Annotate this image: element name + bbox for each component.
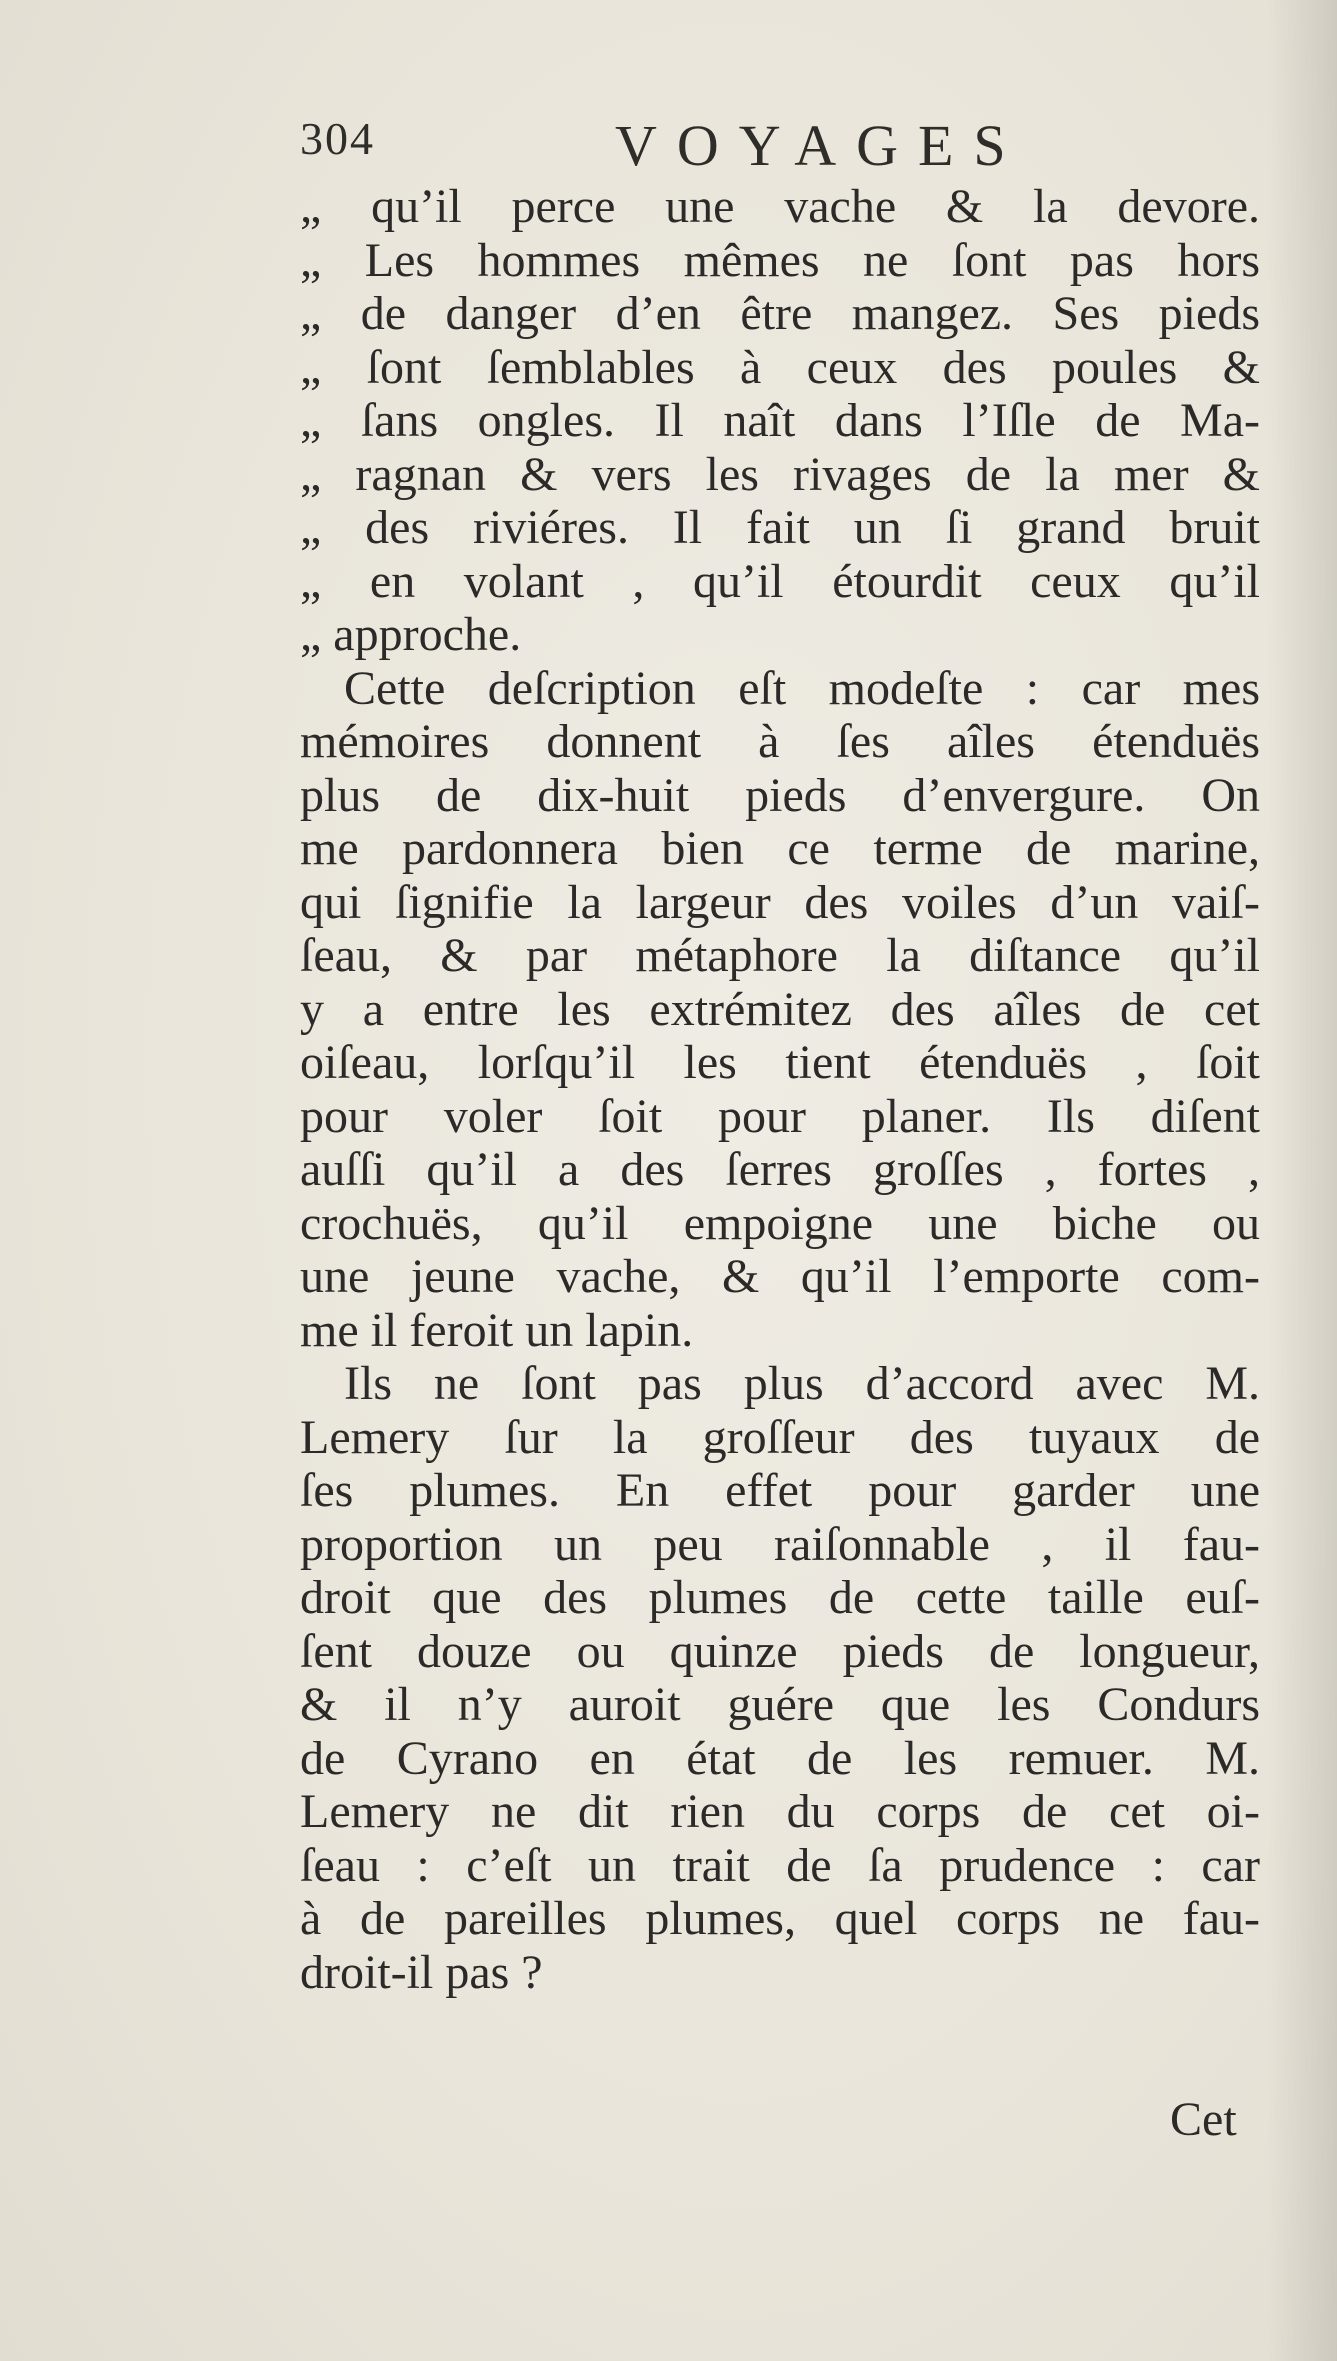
page-edge-shadow <box>1267 0 1337 2361</box>
text-line: pour voler ſoit pour planer. Ils diſent <box>300 1089 1260 1143</box>
text-line: crochuës, qu’il empoigne une biche ou <box>300 1196 1260 1250</box>
text-line: „ approche. <box>300 608 522 661</box>
paragraph-start-line: Cette deſcription eſt modeſte : car mes <box>344 661 1260 715</box>
text-line: plus de dix-huit pieds d’envergure. On <box>300 768 1260 822</box>
paragraph-start-line: Ils ne ſont pas plus d’accord avec M. <box>344 1357 1260 1410</box>
text-line: me pardonnera bien ce terme de marine, <box>300 822 1260 875</box>
text-line: proportion un peu raiſonnable , il fau- <box>300 1517 1260 1571</box>
text-line: oiſeau, lorſqu’il les tient étenduës , ſoit <box>300 1036 1260 1089</box>
text-line: qui ſignifie la largeur des voiles d’un vaiſ- <box>300 875 1260 929</box>
text-line: ſent douze ou quinze pieds de longueur, <box>300 1624 1260 1678</box>
text-line: „ en volant , qu’il étourdit ceux qu’il <box>300 554 1260 608</box>
body-text <box>300 180 1260 1999</box>
page-header <box>300 112 1260 178</box>
text-line: ſeau : c’eſt un trait de ſa prudence : car <box>300 1838 1260 1892</box>
catchword: Cet <box>1170 2093 1237 2146</box>
text-line: „ qu’il perce une vache & la devore. <box>300 180 1260 233</box>
text-line: une jeune vache, & qu’il l’emporte com- <box>300 1250 1260 1303</box>
text-line: auſſi qu’il a des ſerres groſſes , fortes , <box>300 1143 1260 1196</box>
text-line: droit que des plumes de cette taille euſ- <box>300 1571 1260 1624</box>
text-line: „ des riviéres. Il fait un ſi grand bruit <box>300 501 1260 554</box>
text-line: ſes plumes. En effet pour garder une <box>300 1464 1260 1517</box>
text-line: ſeau, & par métaphore la diſtance qu’il <box>300 929 1260 982</box>
running-head: VOYAGES <box>615 113 1026 178</box>
text-line: „ ſans ongles. Il naît dans l’Iſle de Ma- <box>300 394 1260 447</box>
text-line: & il n’y auroit guére que les Condurs <box>300 1678 1260 1731</box>
text-line: „ ſont ſemblables à ceux des poules & <box>300 340 1260 394</box>
text-line: „ ragnan & vers les rivages de la mer & <box>300 447 1260 501</box>
page-number: 304 <box>300 113 375 164</box>
text-line: droit-il pas ? <box>300 1945 543 1999</box>
text-line: Lemery ſur la groſſeur des tuyaux de <box>300 1410 1260 1464</box>
text-line: à de pareilles plumes, quel corps ne fau- <box>300 1892 1260 1945</box>
text-line: mémoires donnent à ſes aîles étenduës <box>300 715 1260 768</box>
text-line: Lemery ne dit rien du corps de cet oi- <box>300 1785 1260 1838</box>
text-line: „ Les hommes mêmes ne ſont pas hors <box>300 233 1260 287</box>
text-line: me il feroit un lapin. <box>300 1303 694 1357</box>
text-line: „ de danger d’en être mangez. Ses pieds <box>300 287 1260 340</box>
text-line: y a entre les extrémitez des aîles de cet <box>300 982 1260 1036</box>
text-line: de Cyrano en état de les remuer. M. <box>300 1731 1260 1785</box>
